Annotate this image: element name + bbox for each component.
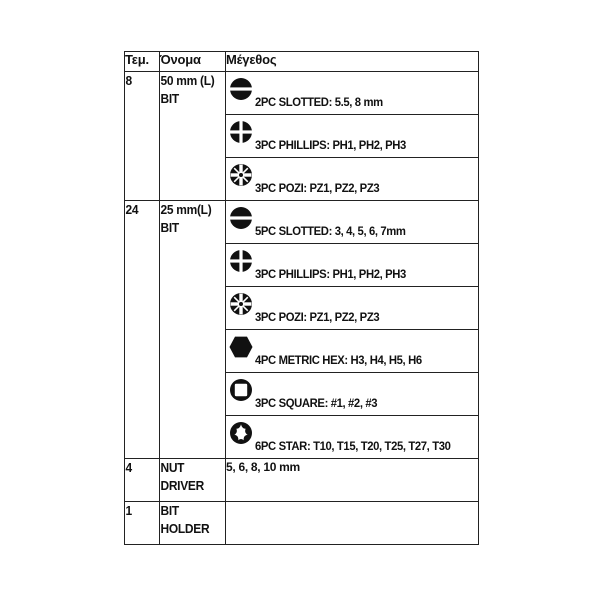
square-icon — [229, 378, 253, 402]
size-text: 3PC PHILLIPS: PH1, PH2, PH3 — [255, 267, 406, 281]
qty-cell: 4 — [125, 459, 157, 502]
size-cell — [226, 201, 479, 244]
size-text: 5, 6, 8, 10 mm — [226, 460, 300, 474]
name-cell — [160, 201, 221, 459]
size-cell — [226, 330, 479, 373]
phillips-icon — [229, 120, 253, 144]
size-cell — [226, 158, 479, 201]
size-cell — [226, 72, 479, 115]
size-text: 3PC SQUARE: #1, #2, #3 — [255, 396, 378, 410]
qty-cell: 24 — [125, 201, 157, 459]
header-row — [125, 52, 479, 72]
size-text: 5PC SLOTTED: 3, 4, 5, 6, 7mm — [255, 224, 406, 238]
qty-cell: 8 — [125, 72, 157, 201]
table-row — [125, 201, 479, 244]
size-cell — [226, 115, 479, 158]
name-line: 50 mm (L) — [159, 73, 214, 88]
name-line: BIT — [159, 220, 179, 235]
phillips-icon — [229, 249, 253, 273]
table-row — [125, 72, 479, 115]
name-line: HOLDER — [159, 521, 209, 536]
size-text: 2PC SLOTTED: 5.5, 8 mm — [255, 95, 383, 109]
name-line: 25 mm(L) — [159, 202, 211, 217]
header-name: Όνομα — [160, 52, 226, 72]
slotted-icon — [229, 206, 253, 230]
name-cell — [160, 502, 221, 545]
size-text: 3PC PHILLIPS: PH1, PH2, PH3 — [255, 138, 406, 152]
name-cell — [160, 459, 221, 502]
size-text: 6PC STAR: T10, T15, T20, T25, T27, T30 — [255, 439, 451, 453]
size-cell — [226, 502, 479, 545]
name-line: DRIVER — [159, 478, 204, 493]
size-text: 3PC POZI: PZ1, PZ2, PZ3 — [255, 310, 380, 324]
table-row — [125, 502, 479, 545]
slotted-icon — [229, 77, 253, 101]
size-cell — [226, 373, 479, 416]
table-row — [125, 459, 479, 502]
header-size: Μέγεθος — [226, 52, 479, 72]
name-line: BIT — [159, 91, 179, 106]
size-cell — [226, 416, 479, 459]
star-icon — [229, 421, 253, 445]
name-line: BIT — [159, 503, 179, 518]
pozi-icon — [229, 292, 253, 316]
size-cell — [226, 459, 479, 502]
hex-icon — [229, 335, 253, 359]
size-text: 3PC POZI: PZ1, PZ2, PZ3 — [255, 181, 380, 195]
bit-set-table — [124, 51, 479, 545]
size-cell — [226, 244, 479, 287]
name-cell — [160, 72, 221, 201]
name-line: NUT — [159, 460, 184, 475]
size-cell — [226, 287, 479, 330]
header-qty: Τεμ. — [125, 52, 160, 72]
size-text: 4PC METRIC HEX: H3, H4, H5, H6 — [255, 353, 422, 367]
qty-cell: 1 — [125, 502, 157, 545]
pozi-icon — [229, 163, 253, 187]
